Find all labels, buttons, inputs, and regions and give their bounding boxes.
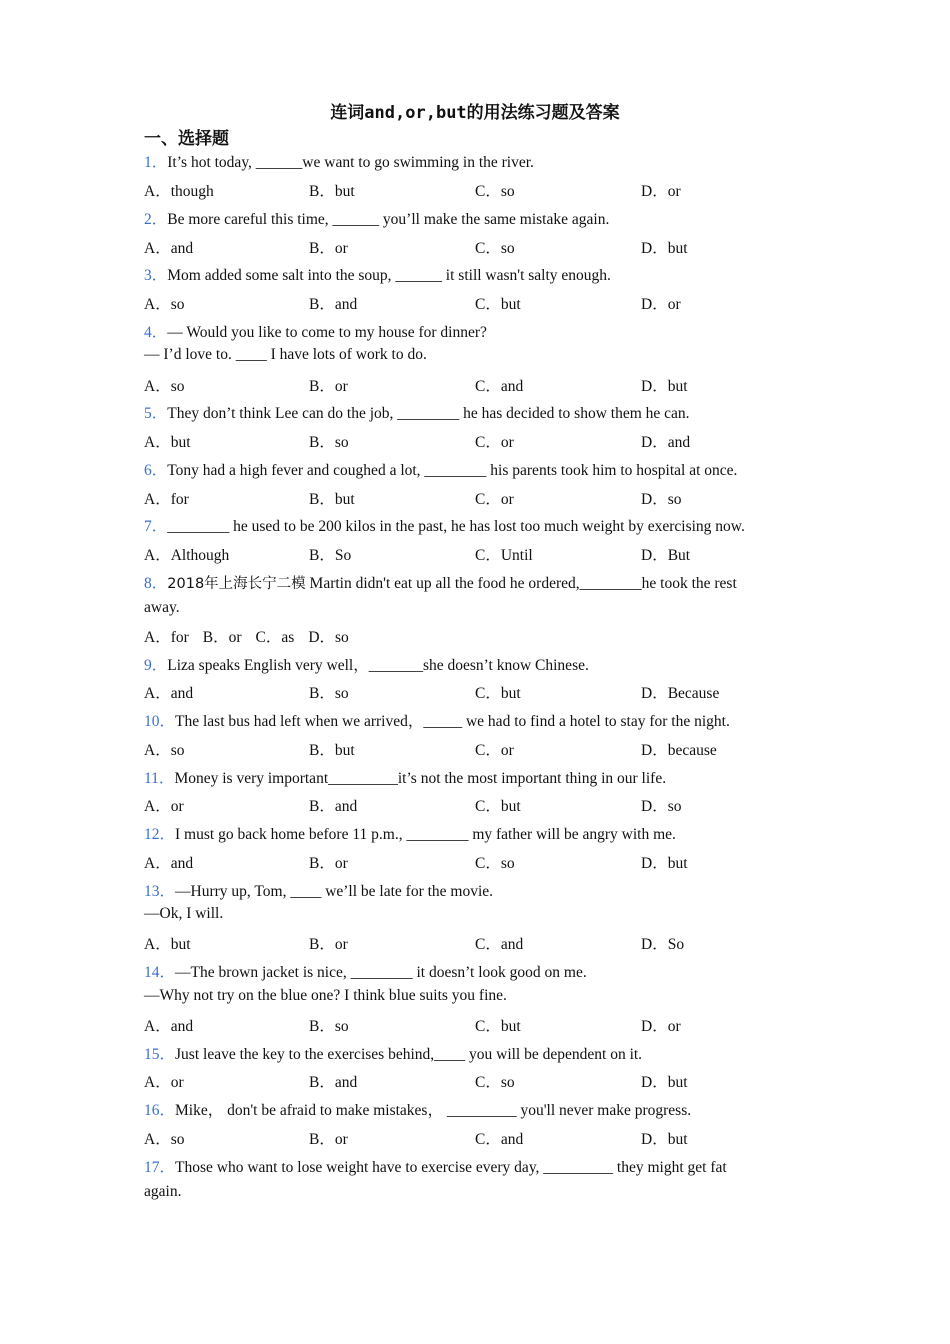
option-row (144, 487, 844, 507)
question-text: Be more careful this time, ______ you’ll make the same mistake again. (167, 211, 610, 228)
answer-option[interactable]: D．and (641, 434, 691, 451)
option-row (144, 1070, 844, 1090)
answer-option[interactable]: A．so (144, 296, 185, 313)
answer-option[interactable]: D．because (641, 742, 717, 759)
question-stem (144, 320, 804, 342)
page-title: 连词and,or,but的用法练习题及答案 (330, 103, 620, 123)
answer-option[interactable]: B．or (309, 240, 348, 257)
question-stem (144, 571, 804, 593)
question-number: 7． (144, 518, 168, 535)
answer-option[interactable]: A．and (144, 1018, 194, 1035)
question-stem (144, 401, 804, 423)
option-row (144, 932, 844, 952)
answer-option[interactable]: C．Until (475, 547, 533, 564)
question-stem (144, 263, 804, 285)
question-number: 11． (144, 770, 175, 787)
question-number: 17． (144, 1159, 176, 1176)
question-stem (144, 960, 804, 982)
answer-option[interactable]: B．but (309, 491, 355, 508)
answer-option[interactable]: A．for (144, 629, 189, 646)
answer-option[interactable]: B．and (309, 296, 358, 313)
answer-option[interactable]: A．or (144, 1074, 184, 1091)
question-text: Those who want to lose weight have to exercise every day, _________ they might get fat (175, 1159, 727, 1176)
answer-option[interactable]: C．and (475, 1131, 524, 1148)
question-stem (144, 514, 804, 536)
answer-option[interactable]: D．but (641, 378, 688, 395)
answer-option[interactable]: C．as (255, 629, 295, 646)
answer-option[interactable]: D．but (641, 1131, 688, 1148)
answer-option[interactable]: D．or (641, 183, 681, 200)
question-number: 2． (144, 211, 168, 228)
answer-option[interactable]: B．so (309, 685, 349, 702)
answer-option[interactable]: C．so (475, 1074, 515, 1091)
question-number: 12． (144, 826, 176, 843)
question-stem (144, 1098, 804, 1120)
question-text: It’s hot today, ______we want to go swimming in the river. (167, 154, 534, 171)
answer-option[interactable]: D．but (641, 855, 688, 872)
answer-option[interactable]: A．and (144, 685, 194, 702)
question-stem (144, 879, 804, 901)
answer-option[interactable]: D．but (641, 1074, 688, 1091)
question-text: Tony had a high fever and coughed a lot, ________ his parents took him to hospital at once. (167, 462, 738, 479)
question-text: ________ he used to be 200 kilos in the past, he has lost too much weight by exercising now. (167, 518, 745, 535)
option-row (144, 543, 844, 563)
answer-option[interactable]: C．but (475, 685, 521, 702)
answer-option[interactable]: A．but (144, 936, 191, 953)
answer-option[interactable]: A．so (144, 1131, 185, 1148)
answer-option[interactable]: A．so (144, 378, 185, 395)
answer-option[interactable]: B．so (309, 434, 349, 451)
answer-option[interactable]: B．and (309, 798, 358, 815)
question-stem (144, 150, 804, 172)
question-number: 13． (144, 883, 176, 900)
option-row (144, 681, 844, 701)
question-stem (144, 822, 804, 844)
answer-option[interactable]: D．so (308, 629, 349, 646)
question-text: —Why not try on the blue one? I think blue suits you fine. (144, 987, 507, 1004)
question-text: — Would you like to come to my house for dinner? (167, 324, 487, 341)
question-text: away. (144, 599, 180, 616)
question-text: Liza speaks English very well，_______she doesn’t know Chinese. (167, 657, 589, 674)
answer-option[interactable]: A．or (144, 798, 184, 815)
answer-option[interactable]: A．and (144, 240, 194, 257)
answer-option[interactable]: D．So (641, 936, 685, 953)
answer-option[interactable]: A．but (144, 434, 191, 451)
answer-option[interactable]: C．or (475, 491, 514, 508)
question-number: 16． (144, 1102, 176, 1119)
answer-option[interactable]: D．but (641, 240, 688, 257)
option-row (144, 794, 844, 814)
answer-option[interactable]: D．But (641, 547, 691, 564)
question-number: 15． (144, 1046, 176, 1063)
question-text: The last bus had left when we arrived，_____ we had to find a hotel to stay for the night. (175, 713, 730, 730)
question-number: 8． (144, 575, 168, 592)
answer-option[interactable]: B．So (309, 547, 352, 564)
option-row (144, 374, 844, 394)
question-stem (144, 599, 804, 617)
question-stem (144, 1183, 804, 1201)
question-number: 14． (144, 964, 176, 981)
answer-option[interactable]: C．and (475, 936, 524, 953)
question-number: 1． (144, 154, 168, 171)
question-stem (144, 905, 804, 923)
question-text: Money is very important_________it’s not the most important thing in our life. (174, 770, 667, 787)
answer-option[interactable]: D．or (641, 296, 681, 313)
answer-option[interactable]: B．or (309, 1131, 348, 1148)
answer-option[interactable]: C．or (475, 434, 514, 451)
question-number: 10． (144, 713, 176, 730)
question-stem (144, 346, 804, 364)
question-text: Mike， don't be afraid to make mistakes， _________ you'll never make progress. (175, 1102, 692, 1119)
option-row (144, 738, 844, 758)
answer-option[interactable]: C．but (475, 296, 521, 313)
answer-option[interactable]: C．so (475, 183, 515, 200)
question-text: —The brown jacket is nice, ________ it doesn’t look good on me. (175, 964, 587, 981)
option-row (144, 851, 844, 871)
section-heading: 一、选择题 (144, 129, 229, 149)
answer-option[interactable]: B．or (309, 936, 348, 953)
question-text: again. (144, 1183, 182, 1200)
question-text: —Hurry up, Tom, ____ we’ll be late for the movie. (175, 883, 494, 900)
question-stem (144, 709, 804, 731)
answer-option[interactable]: A．Although (144, 547, 230, 564)
question-stem (144, 207, 804, 229)
answer-option[interactable]: C．so (475, 855, 515, 872)
option-row (144, 625, 844, 645)
question-text: — I’d love to. ____ I have lots of work to do. (144, 346, 427, 363)
question-number: 6． (144, 462, 168, 479)
option-row (144, 179, 844, 199)
answer-option[interactable]: B．and (309, 1074, 358, 1091)
answer-option[interactable]: C．and (475, 378, 524, 395)
question-stem (144, 653, 804, 675)
answer-option[interactable]: B．or (202, 629, 242, 646)
question-number: 4． (144, 324, 168, 341)
answer-option[interactable]: B．or (309, 855, 348, 872)
answer-option[interactable]: D．so (641, 491, 682, 508)
answer-option[interactable]: A．so (144, 742, 185, 759)
question-number: 9． (144, 657, 168, 674)
answer-option[interactable]: C．so (475, 240, 515, 257)
answer-option[interactable]: A．and (144, 855, 194, 872)
answer-option[interactable]: C．but (475, 798, 521, 815)
question-text: I must go back home before 11 p.m., ________ my father will be angry with me. (175, 826, 676, 843)
answer-option[interactable]: A．though (144, 183, 214, 200)
answer-option[interactable]: D．or (641, 1018, 681, 1035)
question-stem (144, 458, 804, 480)
question-stem (144, 1155, 804, 1177)
question-text: —Ok, I will. (144, 905, 224, 922)
option-row (144, 430, 844, 450)
question-source: 2018年上海长宁二模 (167, 576, 306, 592)
answer-option[interactable]: C．but (475, 1018, 521, 1035)
answer-option[interactable]: C．or (475, 742, 514, 759)
answer-option[interactable]: D．so (641, 798, 682, 815)
question-number: 5． (144, 405, 168, 422)
option-row (144, 1014, 844, 1034)
option-row (144, 292, 844, 312)
question-number: 3． (144, 267, 168, 284)
question-text: Mom added some salt into the soup, ______ it still wasn't salty enough. (167, 267, 611, 284)
question-text: Just leave the key to the exercises behind,____ you will be dependent on it. (175, 1046, 643, 1063)
option-row (144, 236, 844, 256)
option-row (144, 1127, 844, 1147)
answer-option[interactable]: B．but (309, 183, 355, 200)
answer-option[interactable]: B．so (309, 1018, 349, 1035)
question-stem (144, 1042, 804, 1064)
question-text: They don’t think Lee can do the job, ________ he has decided to show them he can. (167, 405, 690, 422)
answer-option[interactable]: A．for (144, 491, 189, 508)
question-stem (144, 766, 804, 788)
answer-option[interactable]: B．but (309, 742, 355, 759)
answer-option[interactable]: D．Because (641, 685, 720, 702)
answer-option[interactable]: B．or (309, 378, 348, 395)
question-stem (144, 987, 804, 1005)
question-text: Martin didn't eat up all the food he ordered,________he took the rest (305, 575, 737, 592)
